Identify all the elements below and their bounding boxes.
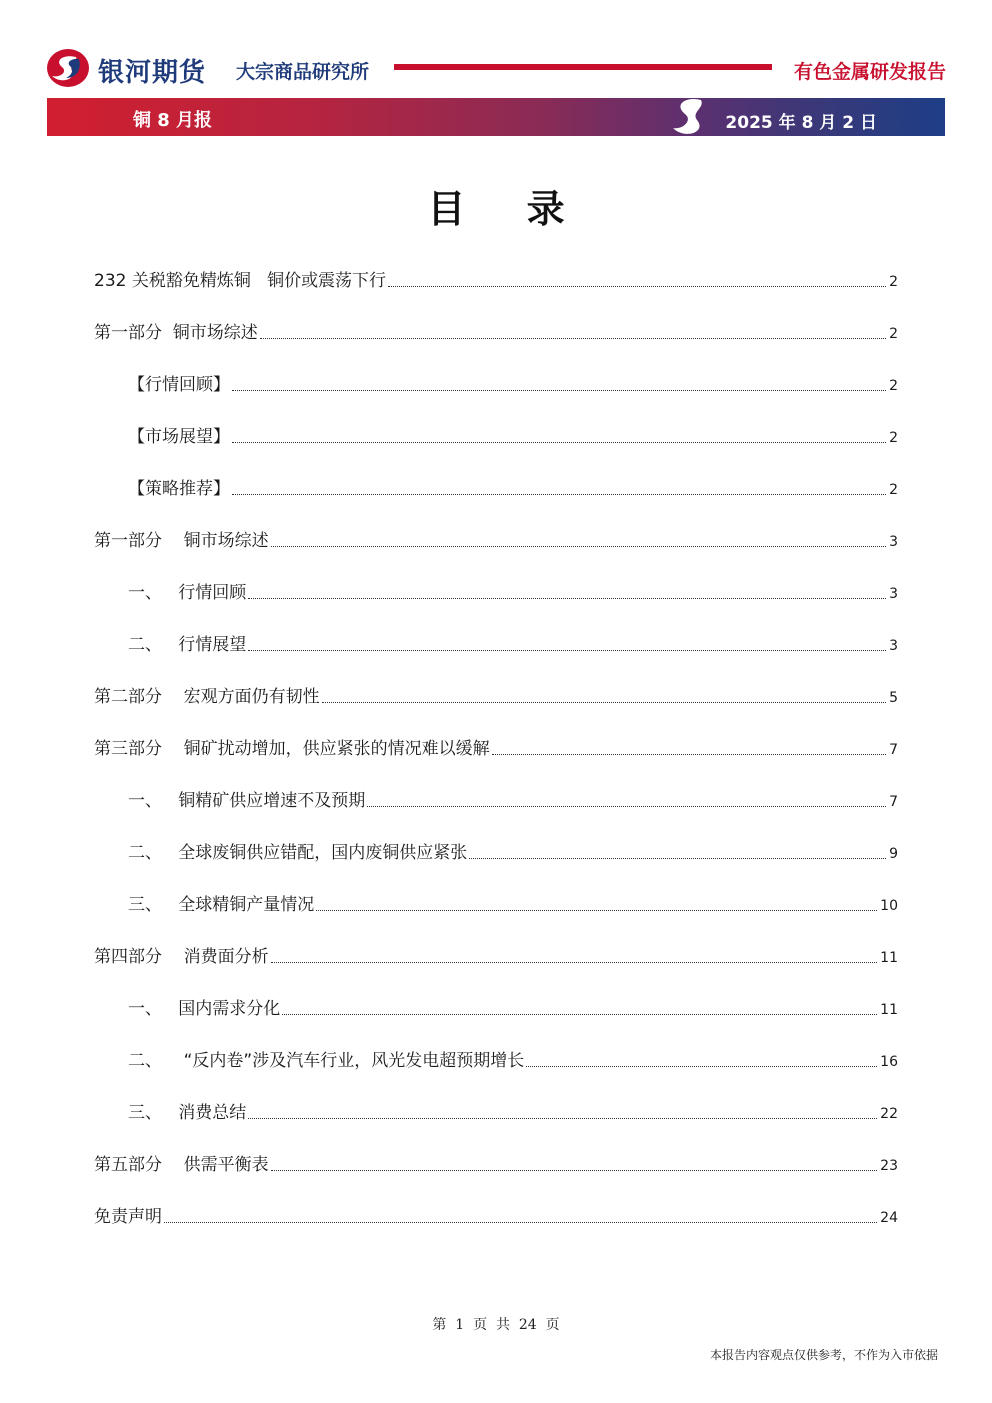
toc-leader-dots [248, 1118, 877, 1119]
toc-entry[interactable] [94, 262, 898, 292]
toc-entry-text: 第五部分 供需平衡表 [94, 1155, 269, 1175]
toc-leader-dots [388, 286, 886, 287]
toc-page-number: 23 [880, 1158, 898, 1174]
toc-leader-dots [248, 650, 886, 651]
toc-entry-text: 第二部分 宏观方面仍有韧性 [94, 687, 320, 707]
header-banner [47, 98, 945, 136]
toc-leader-dots [260, 338, 886, 339]
report-type: 有色金属研发报告 [793, 61, 946, 83]
toc-entry[interactable] [94, 678, 898, 708]
toc-page-number: 5 [889, 690, 898, 706]
toc-page-number: 11 [880, 950, 898, 966]
toc-page-number: 22 [880, 1106, 898, 1122]
toc-page-number: 2 [889, 326, 898, 342]
toc-entry-text: 一、 行情回顾 [128, 583, 247, 603]
toc-page-number: 7 [889, 742, 898, 758]
toc-leader-dots [232, 390, 886, 391]
toc-entry[interactable] [94, 522, 898, 552]
toc-entry-text: 一、 国内需求分化 [128, 999, 281, 1019]
toc-entry-text: 一、 铜精矿供应增速不及预期 [128, 791, 366, 811]
toc-entry[interactable] [94, 1094, 898, 1124]
toc-leader-dots [271, 1170, 878, 1171]
toc-leader-dots [492, 754, 886, 755]
report-name: 铜 8 月报 [133, 110, 213, 131]
toc-entry[interactable] [94, 366, 898, 396]
toc-entry[interactable] [94, 730, 898, 760]
toc-title: 目 录 [427, 187, 589, 231]
toc-page-number: 7 [889, 794, 898, 810]
header-divider [394, 64, 772, 70]
toc-entry-text: 二、 全球废铜供应错配，国内废铜供应紧张 [128, 843, 468, 863]
institute-name: 大宗商品研究所 [236, 61, 370, 83]
toc-page-number: 16 [880, 1054, 898, 1070]
toc-leader-dots [322, 702, 886, 703]
toc-entry-text: 【市场展望】 [128, 427, 230, 447]
toc-leader-dots [164, 1222, 877, 1223]
toc-entry-text: 二、 “反内卷”涉及汽车行业，风光发电超预期增长 [128, 1051, 525, 1071]
toc-leader-dots [526, 1066, 877, 1067]
toc-entry[interactable] [94, 418, 898, 448]
toc-entry-text: 【行情回顾】 [128, 375, 230, 395]
toc-entry-text: 免责声明 [94, 1207, 162, 1227]
footer-disclaimer: 本报告内容观点仅供参考，不作为入市依据 [709, 1348, 938, 1362]
report-date: 2025 年 8 月 2 日 [725, 113, 877, 133]
galaxy-logo-icon [46, 48, 90, 88]
swirl-logo-icon [667, 96, 715, 138]
toc-entry-text: 二、 行情展望 [128, 635, 247, 655]
brand-name: 银河期货 [98, 58, 207, 88]
toc-entry[interactable] [94, 626, 898, 656]
toc-page-number: 3 [889, 534, 898, 550]
toc-entry[interactable] [94, 834, 898, 864]
toc-entry-text: 三、 全球精铜产量情况 [128, 895, 315, 915]
toc-entry-text: 第四部分 消费面分析 [94, 947, 269, 967]
toc-leader-dots [271, 962, 878, 963]
toc-entry[interactable] [94, 990, 898, 1020]
toc-entry[interactable] [94, 470, 898, 500]
toc-entry[interactable] [94, 782, 898, 812]
toc-entry[interactable] [94, 1198, 898, 1228]
toc-leader-dots [232, 442, 886, 443]
toc-page-number: 2 [889, 482, 898, 498]
toc-entry-text: 第一部分 铜市场综述 [94, 323, 258, 343]
toc-entry-text: 232 关税豁免精炼铜 铜价或震荡下行 [94, 271, 387, 291]
toc-leader-dots [367, 806, 886, 807]
toc-entry[interactable] [94, 938, 898, 968]
toc-leader-dots [271, 546, 886, 547]
toc-leader-dots [232, 494, 886, 495]
toc-entry[interactable] [94, 1042, 898, 1072]
toc-entry[interactable] [94, 574, 898, 604]
toc-leader-dots [282, 1014, 877, 1015]
page-number: 第 1 页 共 24 页 [432, 1317, 560, 1333]
toc-entry[interactable] [94, 886, 898, 916]
toc-page-number: 9 [889, 846, 898, 862]
toc-entry[interactable] [94, 1146, 898, 1176]
toc-page-number: 3 [889, 638, 898, 654]
toc-page-number: 2 [889, 378, 898, 394]
toc-leader-dots [469, 858, 886, 859]
toc-entry-text: 第一部分 铜市场综述 [94, 531, 269, 551]
toc-page-number: 24 [880, 1210, 898, 1226]
toc-page-number: 11 [880, 1002, 898, 1018]
toc-page-number: 10 [880, 898, 898, 914]
toc-entry-text: 【策略推荐】 [128, 479, 230, 499]
toc-leader-dots [248, 598, 886, 599]
toc-page-number: 2 [889, 274, 898, 290]
toc-entry[interactable] [94, 314, 898, 344]
toc-entry-text: 第三部分 铜矿扰动增加，供应紧张的情况难以缓解 [94, 739, 490, 759]
toc-leader-dots [316, 910, 877, 911]
toc-entry-text: 三、 消费总结 [128, 1103, 247, 1123]
toc-page-number: 3 [889, 586, 898, 602]
toc-page-number: 2 [889, 430, 898, 446]
